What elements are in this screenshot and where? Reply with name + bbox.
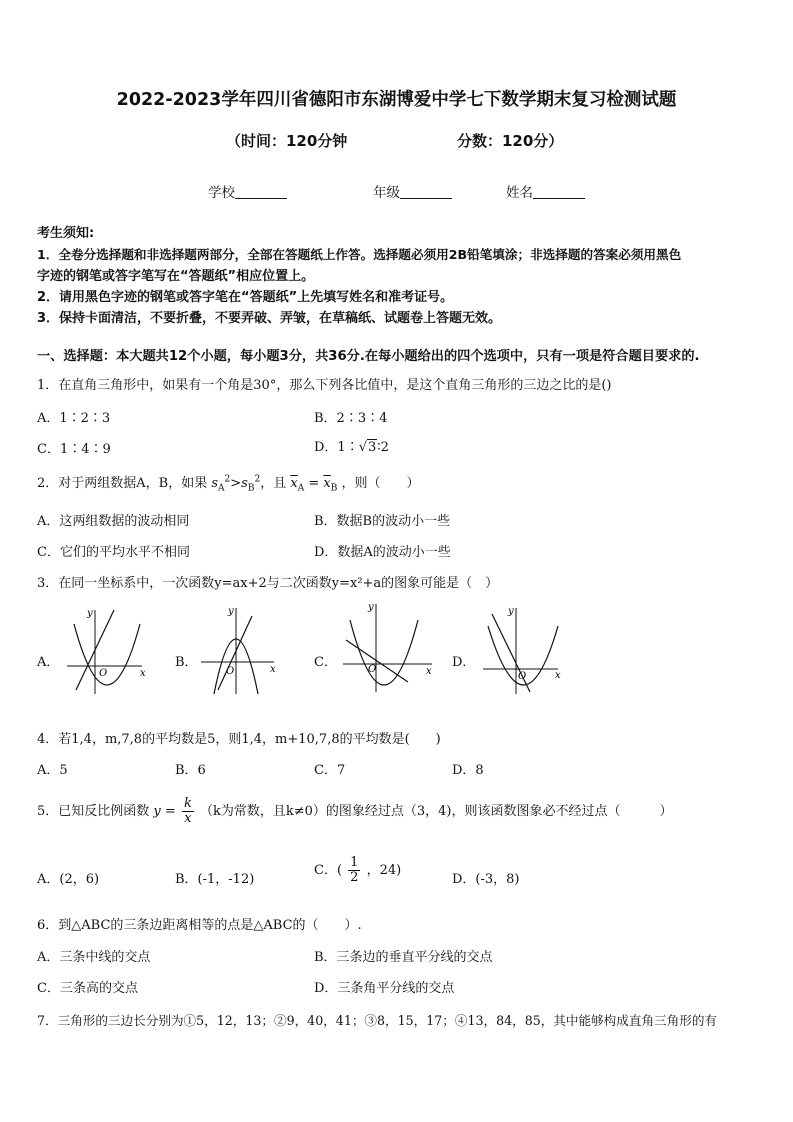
q5-c-num: 1 bbox=[350, 855, 359, 870]
q4-option-d[interactable]: D．8 bbox=[452, 763, 484, 778]
q5-stem bbox=[37, 797, 673, 826]
q4-option-c[interactable]: C．7 bbox=[314, 763, 346, 778]
q5-stem-pre: 5．已知反比例函数 bbox=[37, 804, 150, 819]
q2-mean-sub-a: A bbox=[297, 483, 305, 494]
notice-line-1b: 字迹的钢笔或答字笔写在“答题纸”相应位置上。 bbox=[37, 269, 315, 284]
school-blank[interactable] bbox=[235, 186, 287, 199]
q6-option-a[interactable]: A．三条中线的交点 bbox=[37, 950, 151, 965]
q2-option-b[interactable]: B．数据B的波动小一些 bbox=[314, 514, 451, 529]
q3-graph-d[interactable] bbox=[478, 604, 570, 696]
school-label: 学校 bbox=[208, 185, 235, 201]
q3-option-c-label[interactable]: C． bbox=[314, 655, 337, 670]
q5-fraction bbox=[182, 797, 194, 826]
q1-d-suffix: ∶2 bbox=[377, 440, 389, 455]
notice-line-3: 3．保持卡面清洁，不要折叠，不要弄破、弄皱，在草稿纸、试题卷上答题无效。 bbox=[37, 311, 502, 326]
x-axis-label: x bbox=[140, 668, 146, 679]
q7-stem: 7．三角形的三边长分别为①5，12，13；②9，40，41；③8，15，17；④13，84，85，其中能够构成直角三角形的有 bbox=[37, 1013, 718, 1028]
q6-option-b[interactable]: B．三条边的垂直平分线的交点 bbox=[314, 950, 493, 965]
section-header: 一、选择题：本大题共12个小题，每小题3分，共36分.在每小题给出的四个选项中，只有一项是符合题目要求的. bbox=[37, 349, 700, 364]
q6-stem: 6．到△ABC的三条边距离相等的点是△ABC的（ ）. bbox=[37, 918, 362, 933]
parabola-curve bbox=[350, 620, 418, 685]
q3-graph-a[interactable] bbox=[62, 606, 152, 696]
name-label: 姓名 bbox=[506, 185, 533, 201]
q2-option-d[interactable]: D．数据A的波动小一些 bbox=[314, 545, 451, 560]
q2-sub-b: B bbox=[247, 483, 255, 494]
notice-line-2: 2．请用黑色字迹的钢笔或答字笔在“答题纸”上先填写姓名和准考证号。 bbox=[37, 290, 454, 305]
q5-option-c[interactable] bbox=[314, 856, 401, 885]
q1-stem: 1．在直角三角形中，如果有一个角是30°，那么下列各比值中，是这个直角三角形的三边之比的是() bbox=[37, 378, 612, 393]
q5-fraction-den: x bbox=[184, 811, 192, 826]
q2-mean-b: $\overline{x}$ bbox=[323, 476, 331, 491]
q5-option-d[interactable]: D．(-3，8) bbox=[452, 872, 520, 887]
q5-option-b[interactable]: B．(-1，-12) bbox=[175, 872, 255, 887]
school-field bbox=[208, 181, 287, 201]
q2-gt: > bbox=[230, 476, 242, 491]
notice-title: 考生须知: bbox=[37, 226, 95, 241]
q2-s-a: s bbox=[211, 476, 219, 491]
notice-line-1a: 1．全卷分选择题和非选择题两部分，全部在答题纸上作答。选择题必须用2B铅笔填涂；非选择题的答案必须用黑色 bbox=[37, 247, 682, 262]
x-axis-label: x bbox=[270, 664, 276, 675]
q5-c-post: ，24) bbox=[366, 863, 402, 878]
sqrt-icon: √ bbox=[358, 440, 367, 455]
q4-option-b[interactable]: B．6 bbox=[175, 763, 206, 778]
y-axis-label: y bbox=[368, 602, 374, 613]
q2-mid: ，且 bbox=[260, 476, 287, 491]
q2-sq-a: 2 bbox=[224, 474, 231, 485]
exam-score: 分数：120分） bbox=[457, 132, 564, 150]
q2-sub-a: A bbox=[218, 483, 225, 494]
q1-option-c[interactable]: C．1∶4∶9 bbox=[37, 442, 111, 457]
origin-label: O bbox=[518, 671, 527, 682]
q5-stem-post: （k为常数，且k≠0）的图象经过点（3，4)，则该函数图象必不经过点（ ） bbox=[199, 804, 673, 819]
y-axis-label: y bbox=[87, 608, 93, 619]
q4-option-a[interactable]: A．5 bbox=[37, 763, 68, 778]
q1-d-prefix: D．1∶ bbox=[314, 440, 359, 455]
q1-option-d[interactable] bbox=[314, 436, 389, 455]
exam-time: （时间：120分钟 bbox=[226, 132, 348, 150]
origin-label: O bbox=[99, 668, 108, 679]
q3-option-b-label[interactable]: B． bbox=[175, 655, 198, 670]
origin-label: O bbox=[368, 664, 377, 675]
q5-y-eq: y = bbox=[153, 804, 176, 819]
q1-option-a[interactable]: A．1∶2∶3 bbox=[37, 411, 111, 426]
q6-option-c[interactable]: C．三条高的交点 bbox=[37, 981, 138, 996]
q1-option-b[interactable]: B．2∶3∶4 bbox=[314, 411, 388, 426]
q3-option-a-label[interactable]: A． bbox=[37, 655, 60, 670]
q2-mean-a: $\overline{x}$ bbox=[290, 476, 298, 491]
q6-option-d[interactable]: D．三条角平分线的交点 bbox=[314, 981, 455, 996]
origin-label: O bbox=[226, 666, 235, 677]
grade-field bbox=[373, 181, 452, 201]
q5-c-fraction bbox=[348, 856, 360, 885]
q3-stem: 3．在同一坐标系中，一次函数y=ax+2与二次函数y=x²+a的图象可能是（ ） bbox=[37, 576, 499, 591]
q2-stem-post: ，则（ ） bbox=[341, 476, 420, 491]
page-title: 2022-2023学年四川省德阳市东湖博爱中学七下数学期末复习检测试题 bbox=[116, 90, 677, 110]
y-axis-label: y bbox=[508, 606, 514, 617]
linear-line bbox=[346, 640, 408, 682]
q2-option-c[interactable]: C．它们的平均水平不相同 bbox=[37, 545, 190, 560]
q4-stem: 4．若1,4，m,7,8的平均数是5，则1,4，m+10,7,8的平均数是( ) bbox=[37, 732, 441, 747]
q2-sq-b: 2 bbox=[254, 474, 261, 485]
q2-stem bbox=[37, 472, 420, 494]
y-axis-label: y bbox=[228, 606, 234, 617]
x-axis-label: x bbox=[426, 666, 432, 677]
q2-eq: = bbox=[308, 476, 320, 491]
q3-graph-c[interactable] bbox=[338, 600, 438, 695]
q2-s-b: s bbox=[241, 476, 248, 491]
q2-mean-sub-b: B bbox=[330, 483, 338, 494]
q5-fraction-num: k bbox=[183, 796, 192, 811]
q2-option-a[interactable]: A．这两组数据的波动相同 bbox=[37, 514, 190, 529]
name-field bbox=[506, 181, 585, 201]
x-axis-label: x bbox=[555, 670, 561, 681]
q3-option-d-label[interactable]: D． bbox=[452, 655, 476, 670]
grade-blank[interactable] bbox=[400, 186, 452, 199]
q5-c-pre: C．( bbox=[314, 863, 343, 878]
q5-option-a[interactable]: A．(2，6) bbox=[37, 872, 100, 887]
q5-c-den: 2 bbox=[350, 870, 359, 885]
q2-stem-pre: 2．对于两组数据A，B，如果 bbox=[37, 476, 208, 491]
grade-label: 年级 bbox=[373, 185, 400, 201]
q1-d-radicand: 3 bbox=[368, 440, 377, 455]
q3-graph-b[interactable] bbox=[196, 604, 286, 696]
name-blank[interactable] bbox=[533, 186, 585, 199]
